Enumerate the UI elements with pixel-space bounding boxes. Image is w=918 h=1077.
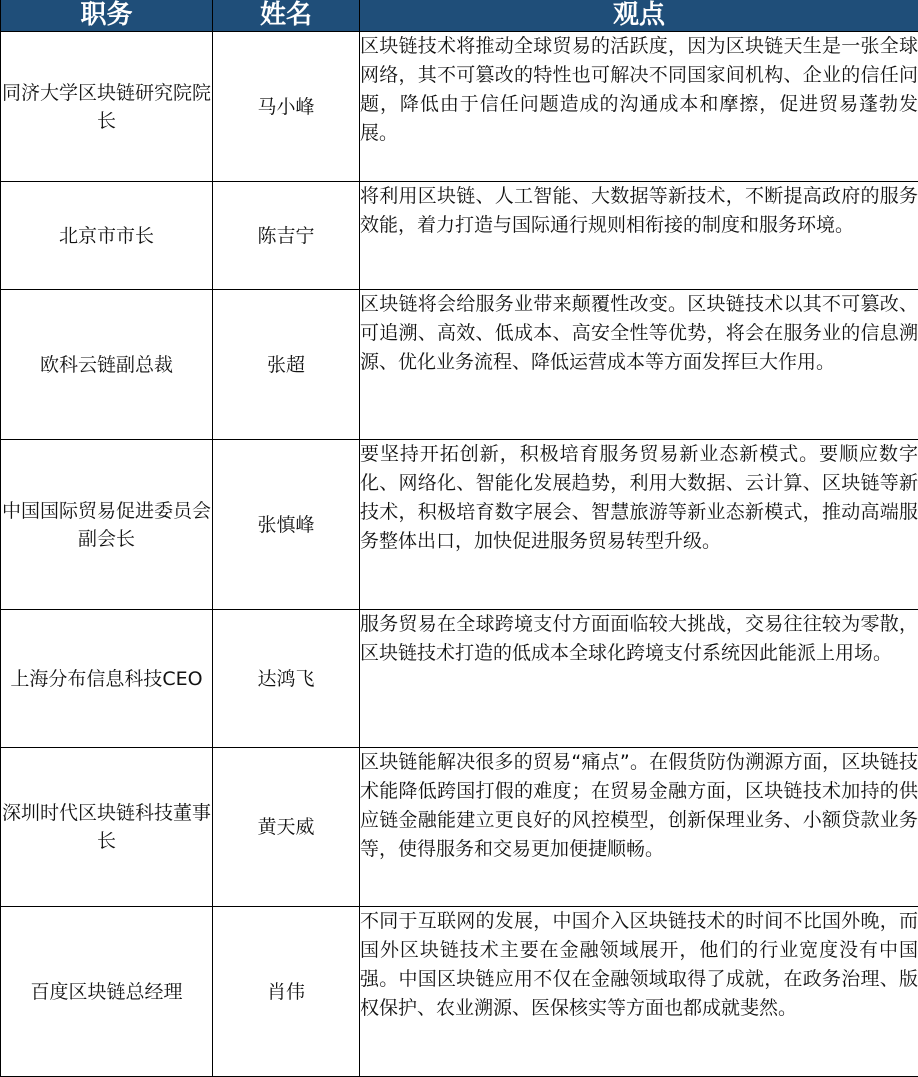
role-cell: 同济大学区块链研究院院长: [1, 32, 213, 182]
role-cell: 百度区块链总经理: [1, 907, 213, 1077]
name-cell: 张慎峰: [213, 440, 360, 610]
role-cell: 深圳时代区块链科技董事长: [1, 748, 213, 907]
name-cell: 黄天威: [213, 748, 360, 907]
name-cell: 马小峰: [213, 32, 360, 182]
header-row: [1, 0, 918, 32]
view-cell: 不同于互联网的发展，中国介入区块链技术的时间不比国外晚，而国外区块链技术主要在金融领域展开，他们的行业宽度没有中国强。中国区块链应用不仅在金融领域取得了成就，在政务治理、版权保护、农业溯源、医保核实等方面也都成就斐然。: [360, 907, 918, 1077]
name-cell: 肖伟: [213, 907, 360, 1077]
role-cell: 北京市市长: [1, 182, 213, 290]
view-cell: 将利用区块链、人工智能、大数据等新技术，不断提高政府的服务效能，着力打造与国际通行规则相衔接的制度和服务环境。: [360, 182, 918, 290]
table-row: [1, 748, 918, 907]
name-cell: 达鸿飞: [213, 610, 360, 748]
view-cell: 区块链能解决很多的贸易“痛点”。在假货防伪溯源方面，区块链技术能降低跨国打假的难度；在贸易金融方面，区块链技术加持的供应链金融能建立更良好的风控模型，创新保理业务、小额贷款业务等，使得服务和交易更加便捷顺畅。: [360, 748, 918, 907]
table-row: [1, 182, 918, 290]
view-cell: 区块链将会给服务业带来颠覆性改变。区块链技术以其不可篡改、可追溯、高效、低成本、高安全性等优势，将会在服务业的信息溯源、优化业务流程、降低运营成本等方面发挥巨大作用。: [360, 290, 918, 440]
name-cell: 张超: [213, 290, 360, 440]
table-row: [1, 32, 918, 182]
name-cell: 陈吉宁: [213, 182, 360, 290]
table-row: [1, 610, 918, 748]
table-row: [1, 907, 918, 1077]
role-cell: 欧科云链副总裁: [1, 290, 213, 440]
table-row: [1, 440, 918, 610]
header-view: 观点: [360, 0, 918, 32]
header-role: 职务: [1, 0, 213, 32]
header-name: 姓名: [213, 0, 360, 32]
view-cell: 要坚持开拓创新，积极培育服务贸易新业态新模式。要顺应数字化、网络化、智能化发展趋势，利用大数据、云计算、区块链等新技术，积极培育数字展会、智慧旅游等新业态新模式，推动高端服务整体出口，加快促进服务贸易转型升级。: [360, 440, 918, 610]
role-cell: 上海分布信息科技CEO: [1, 610, 213, 748]
role-cell: 中国国际贸易促进委员会副会长: [1, 440, 213, 610]
view-cell: 区块链技术将推动全球贸易的活跃度，因为区块链天生是一张全球网络，其不可篡改的特性也可解决不同国家间机构、企业的信任问题，降低由于信任问题造成的沟通成本和摩擦，促进贸易蓬勃发展。: [360, 32, 918, 182]
table-row: [1, 290, 918, 440]
view-cell: 服务贸易在全球跨境支付方面面临较大挑战，交易往往较为零散，区块链技术打造的低成本全球化跨境支付系统因此能派上用场。: [360, 610, 918, 748]
